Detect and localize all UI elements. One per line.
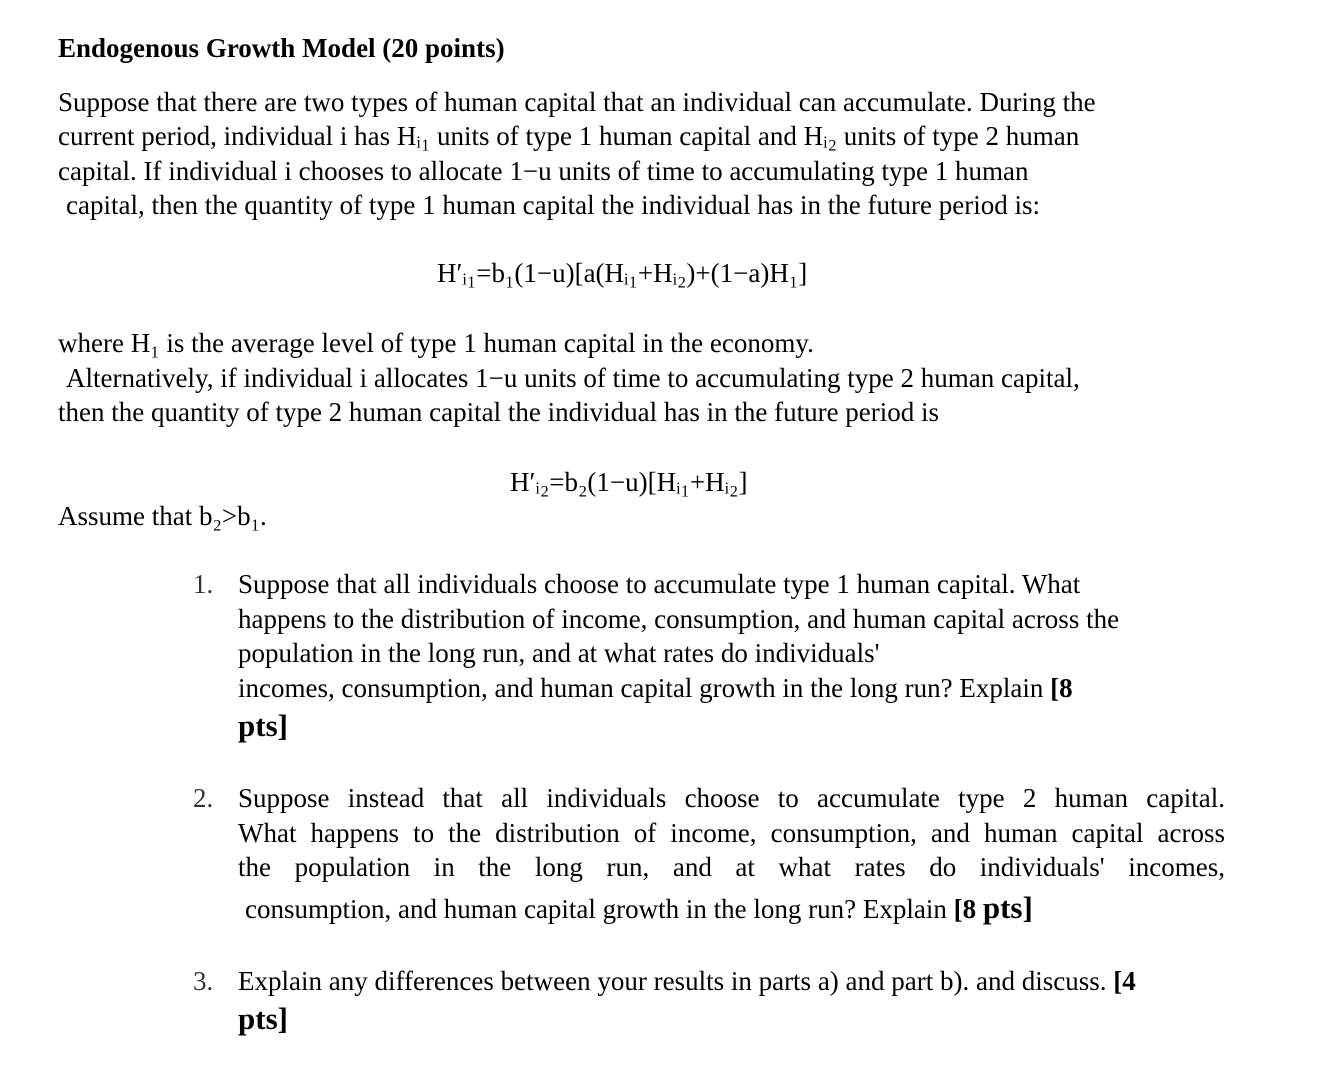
equation-type2: H′ᵢ₂=b₂(1−u)[Hᵢ₁+Hᵢ₂]	[510, 467, 748, 497]
middle-line: Alternatively, if individual i allocates 1−u units of time to accumulating type 2 human capital,	[66, 363, 1080, 393]
question-text: Explain any differences between your results in parts a) and part b). and discuss.	[238, 966, 1114, 996]
intro-line: capital. If individual i chooses to allocate 1−u units of time to accumulating type 1 human	[58, 156, 1029, 186]
points-label: pts]	[238, 708, 288, 743]
question-line: What happens to the distribution of income, consumption, and human capital across	[238, 818, 1225, 848]
middle-line: then the quantity of type 2 human capital the individual has in the future period is	[58, 397, 940, 427]
question-number: 1.	[193, 569, 214, 599]
points-label: [8	[953, 894, 983, 924]
question-line	[238, 965, 1136, 997]
points-label: [8	[1050, 673, 1073, 703]
assumption: Assume that b₂>b₁.	[58, 501, 267, 531]
points-label: pts]	[982, 890, 1033, 925]
intro-line: capital, then the quantity of type 1 human capital the individual has in the future period is:	[66, 190, 1040, 220]
points-label: [4	[1113, 966, 1136, 996]
document-title: Endogenous Growth Model (20 points)	[58, 33, 505, 63]
question-number: 3.	[193, 966, 214, 996]
question-line: Suppose that all individuals choose to accumulate type 1 human capital. What	[238, 569, 1081, 599]
question-line: the population in the long run, and at what rates do individuals' incomes,	[238, 852, 1225, 882]
question-number: 2.	[193, 783, 214, 813]
question-line	[238, 672, 1073, 704]
question-line	[245, 892, 1033, 925]
question-line: happens to the distribution of income, consumption, and human capital across the	[238, 604, 1120, 634]
middle-line: where H₁ is the average level of type 1 human capital in the economy.	[58, 328, 814, 358]
question-line: population in the long run, and at what rates do individuals'	[238, 638, 880, 668]
question-text: consumption, and human capital growth in the long run? Explain	[245, 894, 954, 924]
question-line: Suppose instead that all individuals choose to accumulate type 2 human capital.	[238, 783, 1225, 813]
equation-type1: H′ᵢ₁=b₁(1−u)[a(Hᵢ₁+Hᵢ₂)+(1−a)H₁]	[437, 258, 808, 288]
intro-line: current period, individual i has Hᵢ₁ units of type 1 human capital and Hᵢ₂ units of type 2 human	[58, 121, 1080, 151]
question-text: incomes, consumption, and human capital growth in the long run? Explain	[238, 673, 1051, 703]
points-label: pts]	[238, 1001, 288, 1036]
intro-line: Suppose that there are two types of human capital that an individual can accumulate. During the	[58, 87, 1096, 117]
